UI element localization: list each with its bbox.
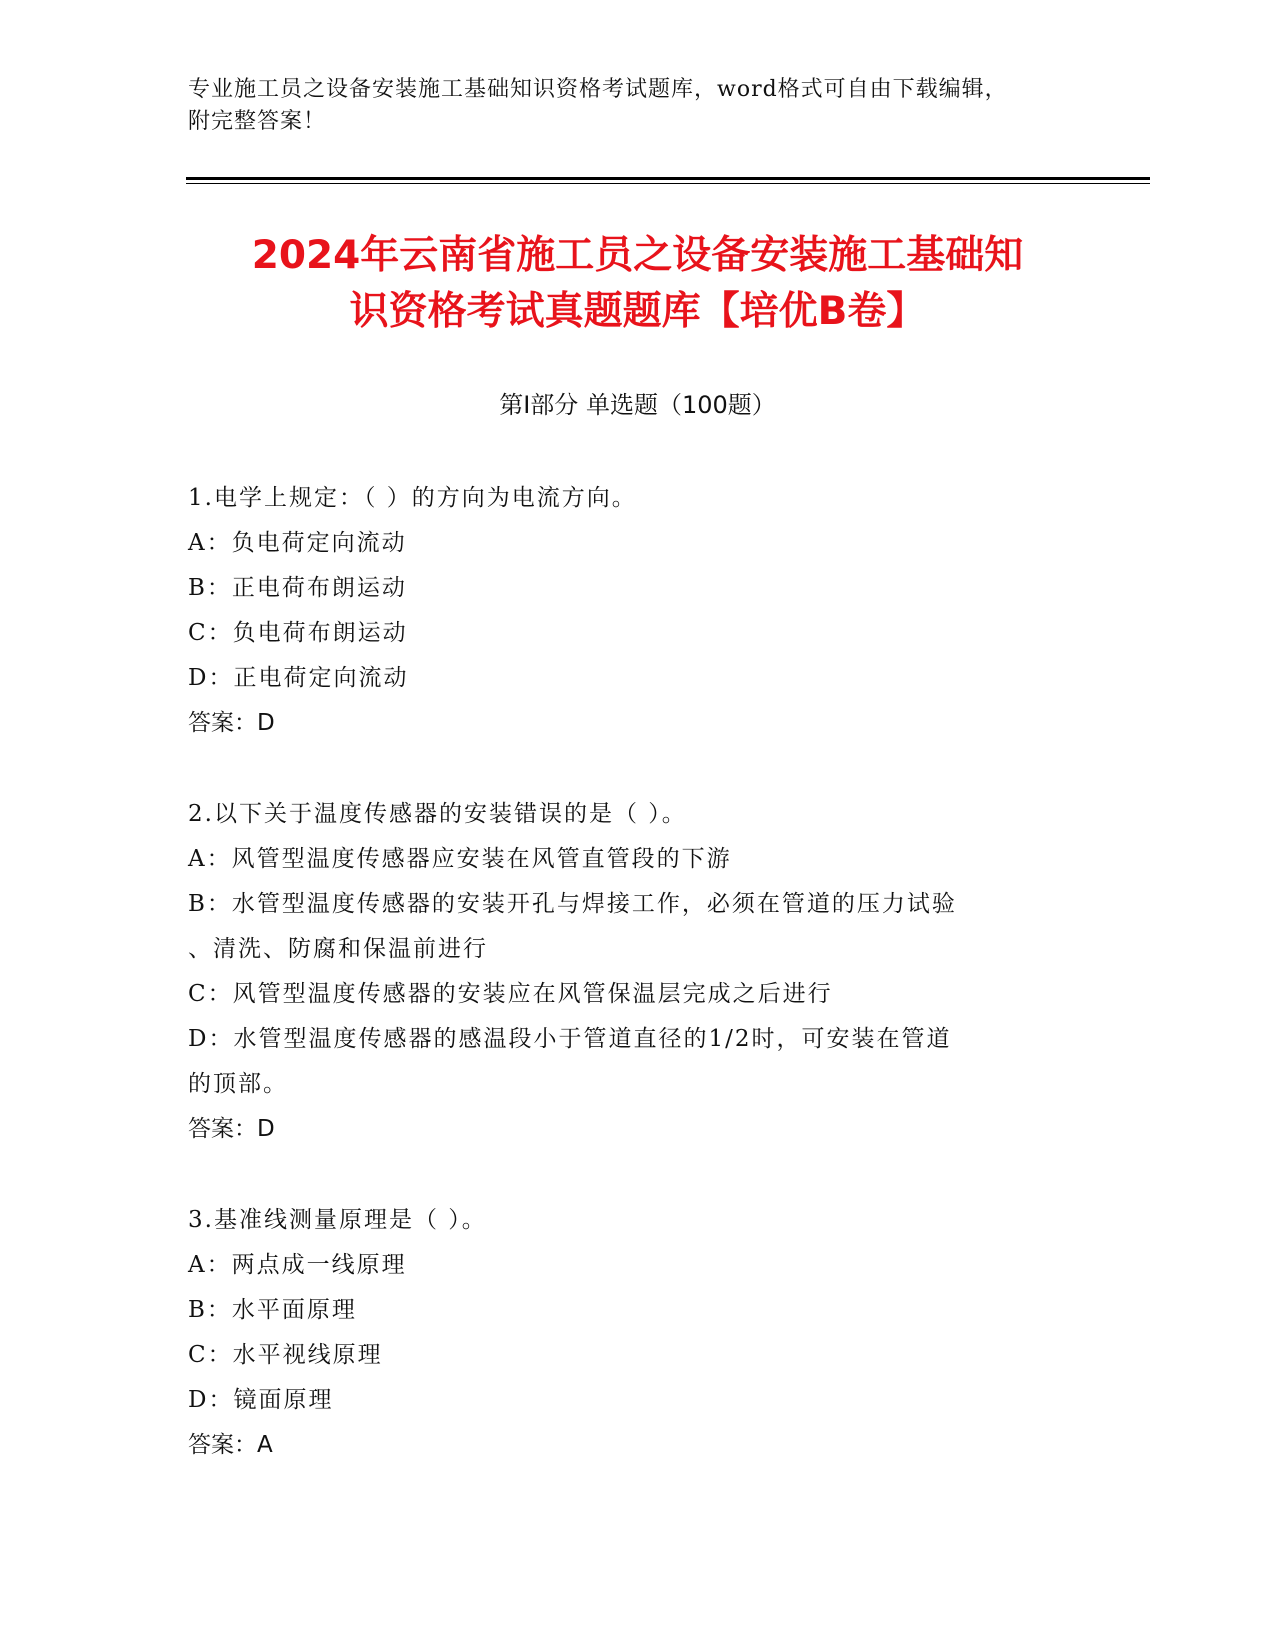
question-option: A：风管型温度传感器应安装在风管直管段的下游: [188, 846, 732, 872]
question-option: D：水管型温度传感器的感温段小于管道直径的1/2时，可安装在管道: [188, 1026, 952, 1052]
question-item: [188, 792, 1088, 1152]
question-option: A：两点成一线原理: [188, 1252, 407, 1278]
question-answer: 答案：D: [188, 1116, 275, 1142]
question-answer: 答案：A: [188, 1432, 273, 1458]
section-heading: 第Ⅰ部分 单选题（100题）: [499, 391, 776, 419]
question-stem: 3.基准线测量原理是（ ）。: [188, 1207, 487, 1233]
question-option: D：镜面原理: [188, 1387, 334, 1413]
question-option-continuation: 的顶部。: [188, 1071, 288, 1097]
header-divider-thick: [186, 177, 1150, 180]
document-title-line: 识资格考试真题题库【培优B卷】: [349, 289, 926, 334]
header-note-line: 专业施工员之设备安装施工基础知识资格考试题库，word格式可自由下载编辑，: [188, 77, 1008, 102]
document-title: [180, 228, 1095, 340]
question-answer: 答案：D: [188, 710, 275, 736]
header-note: [188, 74, 1068, 138]
question-stem: 1.电学上规定：（ ）的方向为电流方向。: [188, 485, 637, 511]
question-option: C：水平视线原理: [188, 1342, 383, 1368]
document-title-line: 2024年云南省施工员之设备安装施工基础知: [251, 233, 1024, 278]
question-option: C：负电荷布朗运动: [188, 620, 408, 646]
question-stem: 2.以下关于温度传感器的安装错误的是（ ）。: [188, 801, 687, 827]
question-list: [188, 476, 1088, 1514]
header-divider-thin: [186, 183, 1150, 184]
question-option: B：正电荷布朗运动: [188, 575, 407, 601]
question-item: [188, 476, 1088, 746]
question-option: A：负电荷定向流动: [188, 530, 407, 556]
question-option: B：水管型温度传感器的安装开孔与焊接工作，必须在管道的压力试验: [188, 891, 957, 917]
question-option: C：风管型温度传感器的安装应在风管保温层完成之后进行: [188, 981, 833, 1007]
question-option: D：正电荷定向流动: [188, 665, 409, 691]
question-option: B：水平面原理: [188, 1297, 357, 1323]
header-note-line: 附完整答案！: [188, 109, 327, 134]
question-option-continuation: 、清洗、防腐和保温前进行: [188, 936, 488, 962]
question-item: [188, 1198, 1088, 1468]
